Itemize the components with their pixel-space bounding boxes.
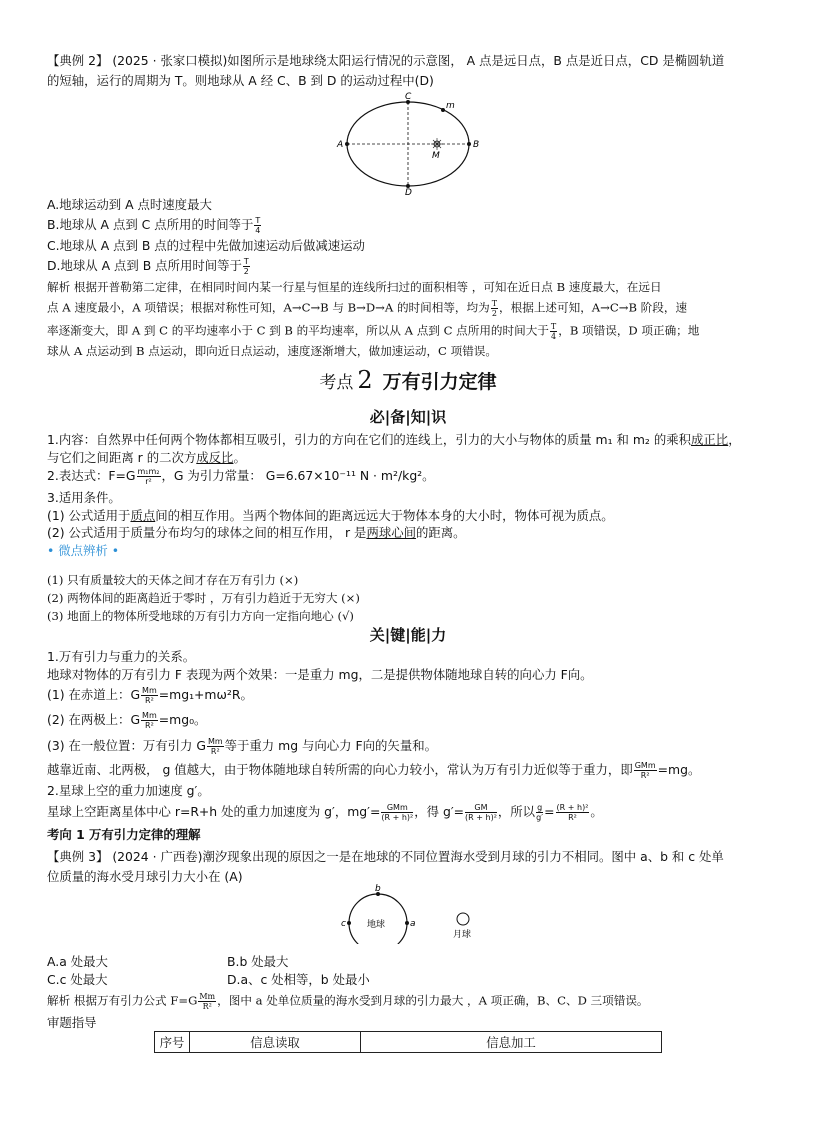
table-header-index: 序号 <box>155 1032 190 1053</box>
label-b: b <box>375 884 381 894</box>
label-b: B <box>473 140 480 150</box>
example2-analysis-line1: 解析 根据开普勒第二定律，在相同时间内某一行星与恒星的连线所扫过的面积相等 ，可知在近日点 B 速度最大，在远日 <box>47 280 662 294</box>
moon-label: 月球 <box>453 930 472 940</box>
section-title: 考点 2 万有引力定律 <box>319 366 497 394</box>
review-guide-heading: 审题指导 <box>47 1015 97 1030</box>
example2-option-d: D.地球从 A 点到 B 点所用时间等于 $\frac{T}{2}$ <box>47 257 249 276</box>
judgement-2: (2) 两物体间的距离趋近于零时 ，万有引力趋近于无穷大 (×) <box>47 591 360 605</box>
knowledge-condition-2: (2) 公式适用于质量分布均匀的球体之间的相互作用， r 是两球心间的距离。 <box>47 525 466 540</box>
sun-icon <box>431 138 443 150</box>
example3-options-row2: C.c 处最大 D.a、c 处相等，b 处最小 <box>47 972 370 987</box>
earth-orbit-diagram <box>335 92 485 196</box>
ability-altitude-formula: 星球上空距离星体中心 r=R+h 处的重力加速度为 g′，mg′= $\frac{\text{GMm}}{\text{(R + h)²}}$ ，得 g′= $\frac{GM}{\text{(R + h)²}}$ ，所以 $\frac{g}{g'}$ = $\frac{\text{(R + h)²}}{\text{R²}}$ 。 <box>47 803 603 822</box>
label-a: a <box>410 919 416 929</box>
knowledge-condition-1: (1) 公式适用于质点间的相互作用。当两个物体间的距离远远大于物体本身的大小时，物体可视为质点。 <box>47 508 614 523</box>
point-a-dot <box>345 142 349 146</box>
example2-analysis-line4: 球从 A 点运动到 B 点运动，即向近日点运动，速度逐渐增大，做加速运动，C 项错误。 <box>47 344 497 358</box>
table-header-read: 信息读取 <box>190 1032 361 1053</box>
label-a: A <box>337 140 344 150</box>
knowledge-content-line1: 1.内容：自然界中任何两个物体都相互吸引，引力的方向在它们的连线上，引力的大小与物体的质量 m₁ 和 m₂ 的乘积成正比， <box>47 432 741 447</box>
ability-item-1: 1.万有引力与重力的关系。 <box>47 649 196 664</box>
earth-m-dot <box>441 108 445 112</box>
example2-option-b: B.地球从 A 点到 C 点所用的时间等于 $\frac{T}{4}$ <box>47 216 261 235</box>
judgement-3: (3) 地面上的物体所受地球的万有引力方向一定指向地心 (√) <box>47 609 354 623</box>
direction-heading: 考向 1 万有引力定律的理解 <box>47 827 201 842</box>
review-guide-table <box>154 1031 662 1053</box>
judgement-1: (1) 只有质量较大的天体之间才存在万有引力 (×) <box>47 573 299 587</box>
point-a-dot <box>405 921 409 925</box>
earth-label: 地球 <box>367 920 386 930</box>
micro-analysis-heading: • 微点辨析 • <box>47 543 120 558</box>
moon-icon <box>457 913 469 925</box>
table-header-process: 信息加工 <box>361 1032 662 1053</box>
example3-options-row1: A.a 处最大 B.b 处最大 <box>47 954 289 969</box>
label-c: c <box>341 919 346 929</box>
point-c-dot <box>347 921 351 925</box>
knowledge-conditions-heading: 3.适用条件。 <box>47 490 121 505</box>
label-m-small: m <box>446 101 455 111</box>
table-header-row <box>155 1032 662 1053</box>
example2-question-line1: 【典例 2】 (2025 · 张家口模拟)如图所示是地球绕太阳运行情况的示意图， A 点是远日点，B 点是近日点，CD 是椭圆轨道 <box>47 53 725 68</box>
example3-question-line2: 位质量的海水受月球引力大小在 (A) <box>47 869 243 884</box>
ability-heading: 关|键|能|力 <box>369 626 447 644</box>
ability-item-2: 2.星球上空的重力加速度 g′。 <box>47 783 210 798</box>
earth-circle <box>349 894 407 944</box>
ability-item-1-desc: 地球对物体的万有引力 F 表现为两个效果：一是重力 mg，二是提供物体随地球自转的向心力 F向。 <box>47 667 593 682</box>
example3-question-line1: 【典例 3】 (2024 · 广西卷)潮汐现象出现的原因之一是在地球的不同位置海水受到月球的引力不相同。图中 a、b 和 c 处单 <box>47 849 724 864</box>
ability-equator: (1) 在赤道上：G $\frac{Mm}{\text{R²}}$ =mg₁+mω²R。 <box>47 686 253 705</box>
ability-general: (3) 在一般位置：万有引力 G $\frac{Mm}{\text{R²}}$ 等于重力 mg 与向心力 F向的矢量和。 <box>47 737 437 756</box>
example2-analysis-line3: 率逐渐变大，即 A 到 C 的平均速率小于 C 到 B 的平均速率，所以从 A 点到 C 点所用的时间大于 $\frac{T}{4}$ ，B 项错误，D 项正确；地 <box>47 322 700 341</box>
example2-analysis-line2: 点 A 速度最小，A 项错误；根据对称性可知，A→C→B 与 B→D→A 的时间相等，均为 $\frac{T}{2}$ ，根据上述可知，A→C→B 阶段，速 <box>47 299 688 318</box>
knowledge-heading: 必|备|知|识 <box>369 408 447 426</box>
label-c: C <box>405 92 412 102</box>
knowledge-content-line2: 与它们之间距离 r 的二次方成反比。 <box>47 450 246 465</box>
example2-option-a: A.地球运动到 A 点时速度最大 <box>47 197 212 212</box>
ability-approx: 越靠近南、北两极， g 值越大，由于物体随地球自转所需的向心力较小，常认为万有引力近似等于重力，即 $\frac{\text{GMm}}{\text{R²}}$ =mg。 <box>47 761 701 780</box>
example2-question-line2: 的短轴，运行的周期为 T。则地球从 A 经 C、B 到 D 的运动过程中(D) <box>47 73 434 88</box>
point-b-dot <box>467 142 471 146</box>
ability-poles: (2) 在两极上：G $\frac{Mm}{\text{R²}}$ =mg₀。 <box>47 711 207 730</box>
label-m-large: M <box>432 151 440 161</box>
label-d: D <box>405 188 412 196</box>
earth-moon-diagram <box>335 884 485 944</box>
knowledge-formula-line: 2.表达式：F=G $\frac{\text{m₁m₂}}{\text{r²}}$ ，G 为引力常量： G=6.67×10⁻¹¹ N · m²/kg²。 <box>47 467 435 486</box>
example3-analysis: 解析 根据万有引力公式 F=G $\frac{Mm}{\text{R²}}$ ，图中 a 处单位质量的海水受到月球的引力最大 ，A 项正确，B、C、D 三项错误。 <box>47 992 649 1011</box>
example2-option-c: C.地球从 A 点到 B 点的过程中先做加速运动后做减速运动 <box>47 238 365 253</box>
